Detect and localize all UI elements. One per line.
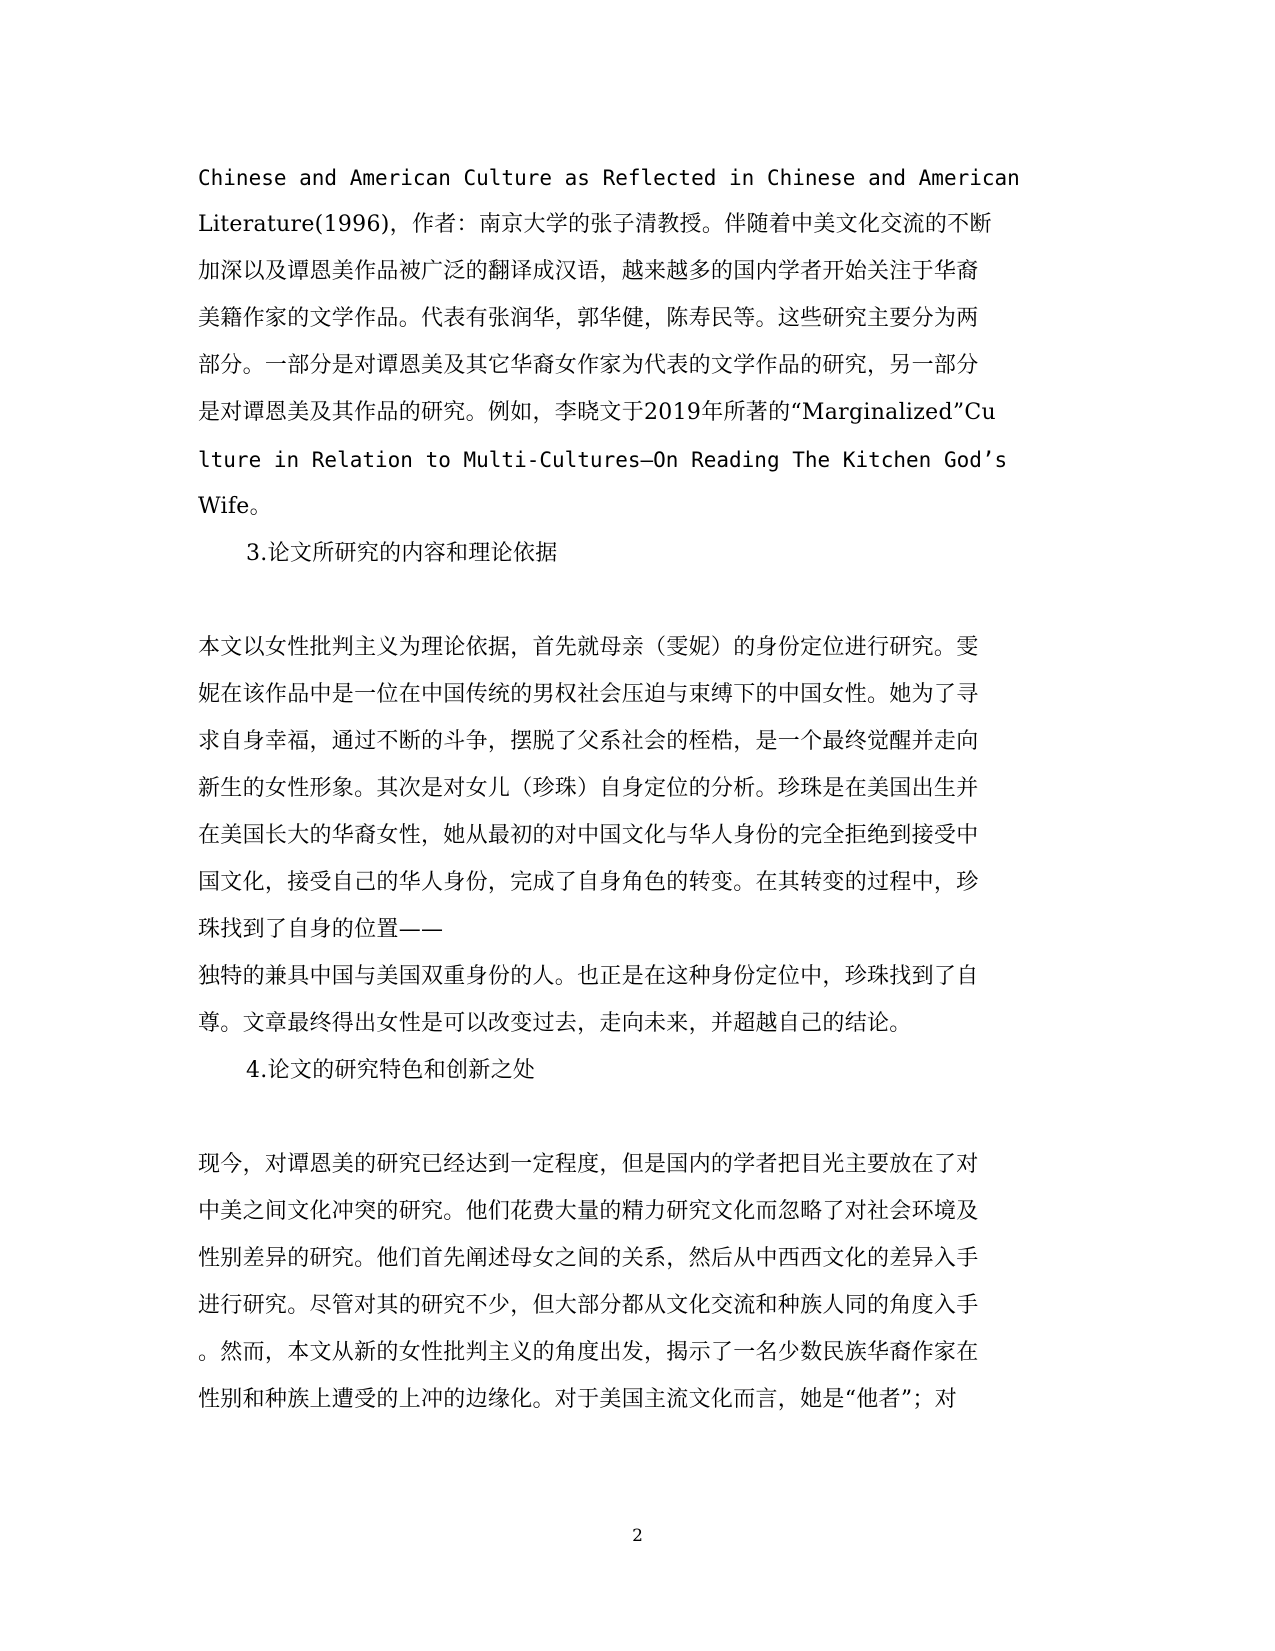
text-line: Literature(1996)，作者：南京大学的张子清教授。伴随着中美文化交流的不断 (198, 212, 992, 237)
text-line: 妮在该作品中是一位在中国传统的男权社会压迫与束缚下的中国女性。她为了寻 (198, 682, 979, 707)
text-line: lture in Relation to Multi-Cultures—On Reading The Kitchen God’s (198, 448, 1008, 472)
text-line: 性别和种族上遭受的上冲的边缘化。对于美国主流文化而言，她是“他者”；对 (198, 1387, 957, 1412)
section-heading-4: 4.论文的研究特色和创新之处 (246, 1058, 536, 1083)
text-line: 国文化，接受自己的华人身份，完成了自身角色的转变。在其转变的过程中，珍 (198, 870, 979, 895)
text-line: 。然而，本文从新的女性批判主义的角度出发，揭示了一名少数民族华裔作家在 (198, 1340, 979, 1365)
text-line: 性别差异的研究。他们首先阐述母女之间的关系，然后从中西西文化的差异入手 (198, 1246, 979, 1271)
text-line: 进行研究。尽管对其的研究不少，但大部分都从文化交流和种族人同的角度入手 (198, 1293, 979, 1318)
text-line: 求自身幸福，通过不断的斗争，摆脱了父系社会的桎梏，是一个最终觉醒并走向 (198, 729, 979, 754)
section-heading-3: 3.论文所研究的内容和理论依据 (246, 541, 558, 566)
text-line: 美籍作家的文学作品。代表有张润华，郭华健，陈寿民等。这些研究主要分为两 (198, 306, 979, 331)
text-line: Wife。 (198, 494, 272, 519)
text-line: Chinese and American Culture as Reflected in Chinese and American (198, 166, 1020, 190)
text-line: 尊。文章最终得出女性是可以改变过去，走向未来，并超越自己的结论。 (198, 1011, 912, 1036)
text-line: 珠找到了自身的位置—— (198, 917, 444, 942)
text-line: 在美国长大的华裔女性，她从最初的对中国文化与华人身份的完全拒绝到接受中 (198, 823, 979, 848)
text-line: 独特的兼具中国与美国双重身份的人。也正是在这种身份定位中，珍珠找到了自 (198, 964, 979, 989)
text-line: 现今，对谭恩美的研究已经达到一定程度，但是国内的学者把目光主要放在了对 (198, 1152, 979, 1177)
text-line: 是对谭恩美及其作品的研究。例如，李晓文于2019年所著的“Marginalized”Cu (198, 400, 997, 425)
text-line: 新生的女性形象。其次是对女儿（珍珠）自身定位的分析。珍珠是在美国出生并 (198, 776, 979, 801)
page-number: 2 (632, 1526, 643, 1546)
text-line: 中美之间文化冲突的研究。他们花费大量的精力研究文化而忽略了对社会环境及 (198, 1199, 979, 1224)
text-line: 加深以及谭恩美作品被广泛的翻译成汉语，越来越多的国内学者开始关注于华裔 (198, 259, 979, 284)
text-line: 部分。一部分是对谭恩美及其它华裔女作家为代表的文学作品的研究，另一部分 (198, 353, 979, 378)
text-line: 本文以女性批判主义为理论依据，首先就母亲（雯妮）的身份定位进行研究。雯 (198, 635, 979, 660)
